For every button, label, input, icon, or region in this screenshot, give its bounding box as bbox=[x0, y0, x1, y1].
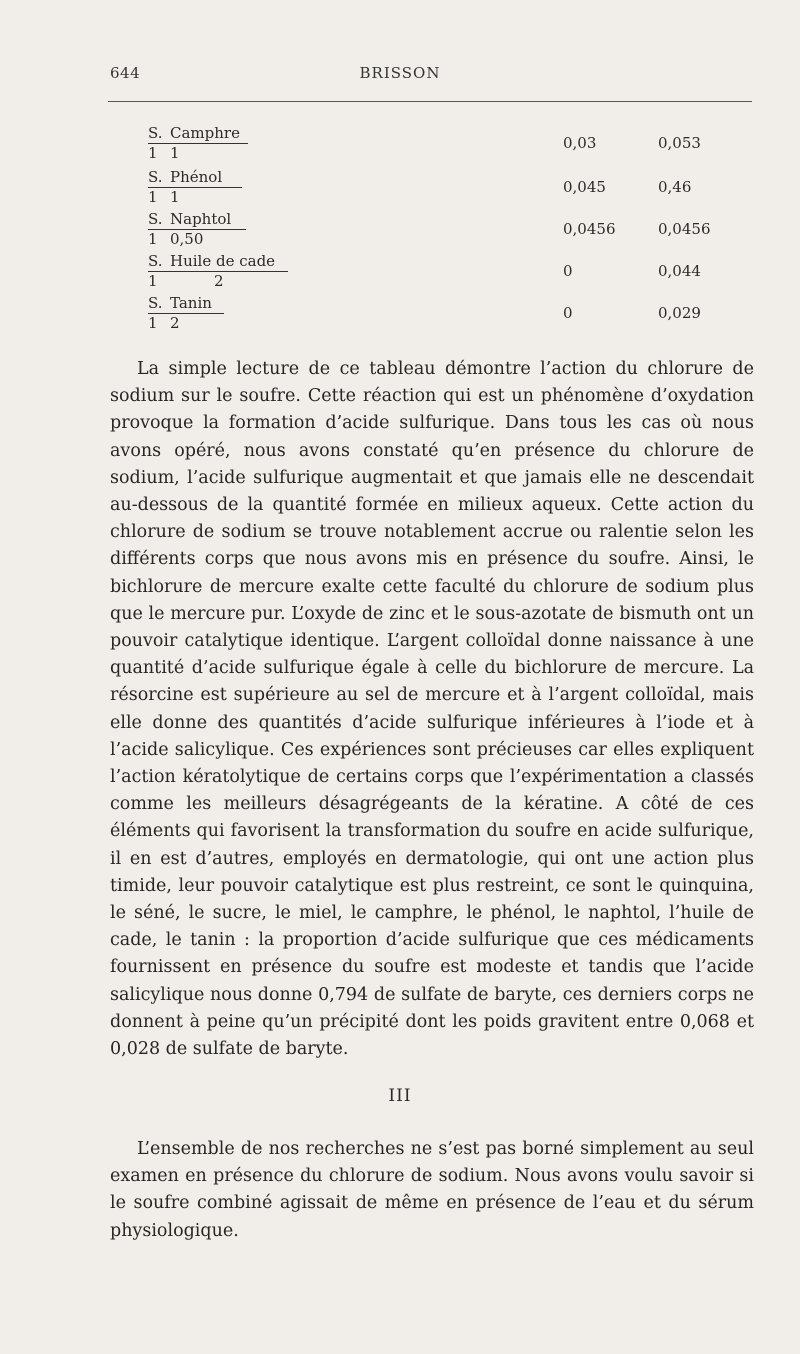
numerator-s: S. bbox=[148, 252, 163, 270]
denominator-right: 1 bbox=[170, 188, 180, 206]
denominator-left: 1 bbox=[148, 230, 158, 248]
value-column-1: 0,03 bbox=[563, 134, 597, 152]
denominator-right: 0,50 bbox=[170, 230, 204, 248]
substance-name: Naphtol bbox=[170, 210, 232, 228]
paragraph-text: La simple lecture de ce tableau démontre l’action du chlorure de sodium sur le soufre. Cette réaction qui est un phénomène d’oxydation provoque la formation d’acide sulfurique. Dans tous les cas où nous avons opéré, nous avons constaté qu’en présence du chlorure de sodium, l’acide sulfurique augmentait et que jamais elle ne descendait au-dessous de la quantité formée en milieux aqueux. Cette action du chlorure de sodium se trouve notablement accrue ou ralentie selon les différents corps que nous avons mis en présence du soufre. Ainsi, le bichlorure de mercure exalte cette faculté du chlorure de sodium plus que le mercure pur. L’oxyde de zinc et le sous-azotate de bismuth ont un pouvoir catalytique identique. L’argent colloïdal donne naissance à une quantité d’acide sulfurique égale à celle du bichlorure de mercure. La résorcine est supérieure au sel de mercure et à l’argent colloïdal, mais elle donne des quantités d’acide sulfurique inférieures à l’iode et à l’acide salicylique. Ces expériences sont précieuses car elles expliquent l’action kératolytique de certains corps que l’expérimentation a classés comme les meilleurs désagrégeants de la kératine. A côté de ces éléments qui favorisent la transformation du soufre en acide sulfurique, il en est d’autres, employés en dermatologie, qui ont une action plus timide, leur pouvoir catalytique est plus restreint, ce sont le quinquina, le séné, le sucre, le miel, le camphre, le phénol, le naphtol, l’huile de cade, le tanin : la proportion d’acide sulfurique que ces médicaments fournissent en présence du soufre est modeste et tandis que l’acide salicylique nous donne 0,794 de sulfate de baryte, ces derniers corps ne donnent à peine qu’un précipité dont les poids gravitent entre 0,068 et 0,028 de sulfate de baryte. bbox=[110, 359, 754, 1060]
denominator-left: 1 bbox=[148, 314, 158, 332]
paragraph-text: L’ensemble de nos recherches ne s’est pas borné simplement au seul examen en présence du chlorure de sodium. Nous avons voulu savoir si le soufre combiné agissait de même en présence de l’eau et du sérum physiologique. bbox=[110, 1139, 754, 1241]
value-column-2: 0,053 bbox=[658, 134, 701, 152]
table-row bbox=[148, 252, 768, 292]
table-row bbox=[148, 294, 768, 334]
substance-name: Huile de cade bbox=[170, 252, 276, 270]
running-header-author: BRISSON bbox=[359, 64, 441, 82]
numerator-s: S. bbox=[148, 210, 163, 228]
numerator-s: S. bbox=[148, 124, 163, 142]
body-paragraph-1 bbox=[110, 356, 754, 1063]
numerator-s: S. bbox=[148, 294, 163, 312]
denominator-right: 2 bbox=[214, 272, 224, 290]
body-paragraph-2 bbox=[110, 1136, 754, 1245]
substance-name: Camphre bbox=[170, 124, 240, 142]
table-row bbox=[148, 168, 768, 208]
section-heading: III bbox=[388, 1086, 412, 1106]
value-column-1: 0,045 bbox=[563, 178, 606, 196]
value-column-2: 0,044 bbox=[658, 262, 701, 280]
value-column-1: 0,0456 bbox=[563, 220, 616, 238]
table-row bbox=[148, 210, 768, 250]
denominator-right: 1 bbox=[170, 144, 180, 162]
numerator-s: S. bbox=[148, 168, 163, 186]
page-number: 644 bbox=[110, 64, 141, 82]
substance-name: Phénol bbox=[170, 168, 223, 186]
denominator-left: 1 bbox=[148, 272, 158, 290]
value-column-1: 0 bbox=[563, 262, 573, 280]
denominator-right: 2 bbox=[170, 314, 180, 332]
value-column-2: 0,0456 bbox=[658, 220, 711, 238]
denominator-left: 1 bbox=[148, 188, 158, 206]
table-row bbox=[148, 124, 768, 164]
value-column-2: 0,029 bbox=[658, 304, 701, 322]
denominator-left: 1 bbox=[148, 144, 158, 162]
substance-name: Tanin bbox=[170, 294, 212, 312]
header-rule bbox=[108, 101, 752, 102]
value-column-1: 0 bbox=[563, 304, 573, 322]
value-column-2: 0,46 bbox=[658, 178, 692, 196]
